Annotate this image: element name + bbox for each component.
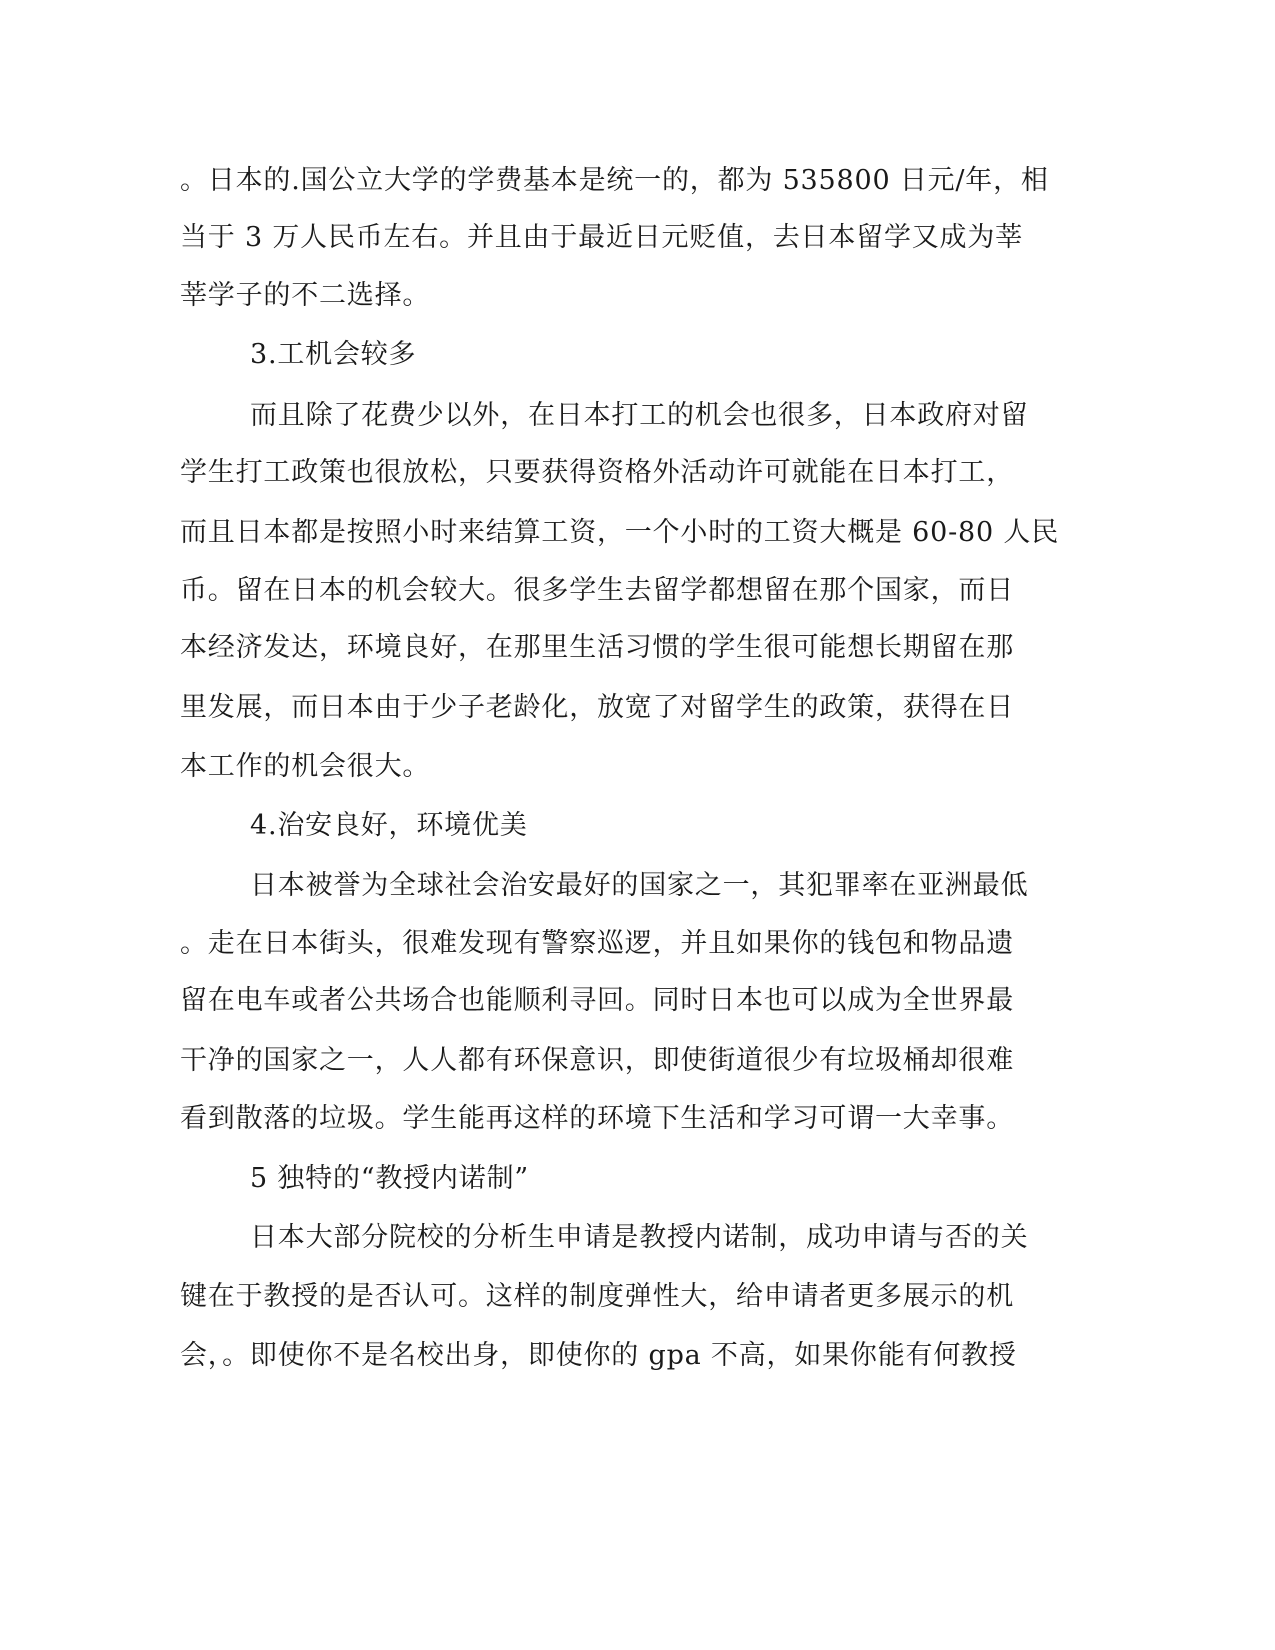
- text-line: 里发展，而日本由于少子老龄化，放宽了对留学生的政策，获得在日: [180, 692, 1014, 723]
- text-line: 。日本的.国公立大学的学费基本是统一的，都为 535800 日元/年，相: [180, 165, 1049, 196]
- text-line: 键在于教授的是否认可。这样的制度弹性大，给申请者更多展示的机: [180, 1281, 1014, 1312]
- section-heading: 5 独特的“教授内诺制”: [250, 1163, 529, 1194]
- text-line: 看到散落的垃圾。学生能再这样的环境下生活和学习可谓一大幸事。: [180, 1103, 1014, 1134]
- text-line: 本经济发达，环境良好，在那里生活习惯的学生很可能想长期留在那: [180, 632, 1014, 663]
- text-line: 学生打工政策也很放松，只要获得资格外活动许可就能在日本打工，: [180, 457, 1014, 488]
- section-heading: 4.治安良好，环境优美: [250, 810, 528, 841]
- text-line: 本工作的机会很大。: [180, 751, 431, 782]
- text-line: 日本大部分院校的分析生申请是教授内诺制，成功申请与否的关: [250, 1222, 1029, 1253]
- text-line: 干净的国家之一，人人都有环保意识，即使街道很少有垃圾桶却很难: [180, 1045, 1014, 1076]
- text-line: 而且除了花费少以外，在日本打工的机会也很多，日本政府对留: [250, 400, 1029, 431]
- text-line: 日本被誉为全球社会治安最好的国家之一，其犯罪率在亚洲最低: [250, 870, 1029, 901]
- text-line: 当于 3 万人民币左右。并且由于最近日元贬值，去日本留学又成为莘: [180, 222, 1023, 253]
- text-line: 莘学子的不二选择。: [180, 280, 431, 311]
- text-line: 。走在日本街头，很难发现有警察巡逻，并且如果你的钱包和物品遗: [180, 928, 1014, 959]
- text-line: 而且日本都是按照小时来结算工资，一个小时的工资大概是 60-80 人民: [180, 517, 1059, 548]
- text-line: 会，。即使你不是名校出身，即使你的 gpa 不高，如果你能有何教授: [180, 1340, 1017, 1371]
- section-heading: 3.工机会较多: [250, 339, 417, 370]
- text-line: 留在电车或者公共场合也能顺利寻回。同时日本也可以成为全世界最: [180, 985, 1014, 1016]
- text-line: 币。留在日本的机会较大。很多学生去留学都想留在那个国家，而日: [180, 575, 1014, 606]
